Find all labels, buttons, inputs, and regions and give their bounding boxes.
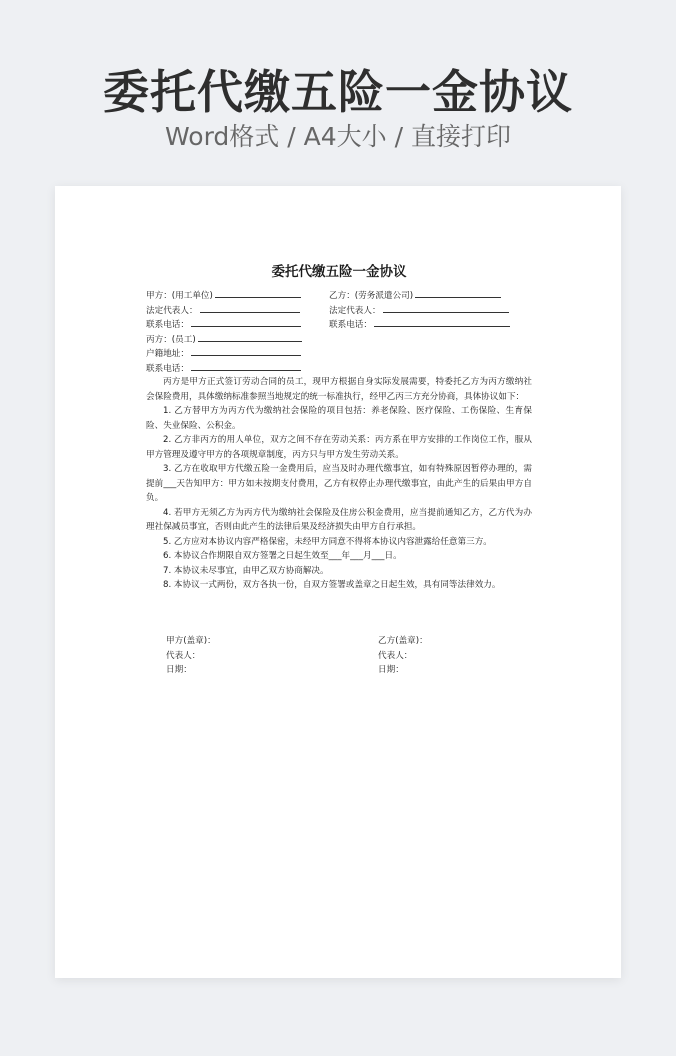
party-b-date-label: 日期： bbox=[378, 665, 404, 675]
party-a-date-label: 日期： bbox=[166, 665, 192, 675]
intro-paragraph: 丙方是甲方正式签订劳动合同的员工，现甲方根据自身实际发展需要，特委托乙方为丙方缴纳社会保险费用，具体缴纳标准参照当地规定的统一标准执行，经甲乙丙三方充分协商，具体协议如下： bbox=[146, 377, 532, 402]
party-c-phone-label: 联系电话： bbox=[146, 363, 189, 374]
document-body bbox=[146, 262, 532, 593]
clause-5: 5. 乙方应对本协议内容严格保密，未经甲方同意不得将本协议内容泄露给任意第三方。 bbox=[163, 536, 492, 547]
party-a-representative-label: 代表人： bbox=[166, 650, 201, 661]
clause-4: 4. 若甲方无须乙方为丙方代为缴纳社会保险及住房公积金费用，应当提前通知乙方，乙方代为办理社保减员事宜，否则由此产生的法律后果及经济损失由甲方自行承担。 bbox=[146, 507, 532, 532]
legal-rep-row bbox=[146, 303, 532, 318]
party-a-blank bbox=[215, 288, 301, 298]
document-title: 委托代缴五险一金协议 bbox=[271, 264, 407, 280]
phone-row bbox=[146, 317, 532, 332]
party-a-phone-blank bbox=[191, 317, 301, 327]
party-b-blank bbox=[415, 288, 501, 298]
party-c-phone-row bbox=[146, 361, 532, 376]
party-b-label: 乙方：(劳务派遣公司) bbox=[329, 291, 414, 301]
clause-2: 2. 乙方非丙方的用人单位，双方之间不存在劳动关系：丙方系在甲方安排的工作岗位工作，服从甲方管理及遵守甲方的各项规章制度，丙方只与甲方发生劳动关系。 bbox=[146, 435, 532, 460]
party-a-legal-rep-blank bbox=[200, 303, 300, 313]
banner-title: 委托代缴五险一金协议 bbox=[103, 65, 573, 119]
party-c-label: 丙方：(员工) bbox=[146, 334, 196, 345]
address-blank bbox=[191, 346, 301, 356]
party-a-phone-label: 联系电话： bbox=[146, 320, 189, 330]
signature-block bbox=[166, 634, 466, 678]
party-b-representative-label: 代表人： bbox=[378, 650, 413, 661]
clause-1: 1. 乙方替甲方为丙方代为缴纳社会保险的项目包括：养老保险、医疗保险、工伤保险、生育保险、失业保险、公积金。 bbox=[146, 406, 532, 431]
party-row bbox=[146, 288, 532, 303]
clause-3: 3. 乙方在收取甲方代缴五险一金费用后，应当及时办理代缴事宜，如有特殊原因暂停办理的，需提前___天告知甲方：甲方如未按期支付费用，乙方有权停止办理代缴事宜，由此产生的后果由甲方自负。 bbox=[146, 464, 532, 503]
banner-subtitle: Word格式 / A4大小 / 直接打印 bbox=[165, 122, 511, 151]
party-c-blank bbox=[198, 332, 302, 342]
party-b-phone-label: 联系电话： bbox=[329, 320, 372, 330]
party-c-row bbox=[146, 332, 532, 347]
address-label: 户籍地址： bbox=[146, 349, 189, 359]
address-row bbox=[146, 346, 532, 361]
party-a-legal-rep-label: 法定代表人： bbox=[146, 305, 198, 316]
party-a-seal-label: 甲方(盖章)： bbox=[166, 636, 216, 646]
clause-7: 7. 本协议未尽事宜，由甲乙双方协商解决。 bbox=[163, 565, 329, 576]
party-a-label: 甲方：(用工单位) bbox=[146, 291, 213, 301]
party-b-legal-rep-label: 法定代表人： bbox=[329, 305, 381, 316]
party-c-phone-blank bbox=[191, 361, 301, 371]
party-b-phone-blank bbox=[374, 317, 510, 327]
party-b-legal-rep-blank bbox=[383, 303, 509, 313]
document-page bbox=[55, 186, 621, 978]
clause-6: 6. 本协议合作期限自双方签署之日起生效至___年___月___日。 bbox=[163, 551, 402, 561]
clause-8: 8. 本协议一式两份，双方各执一份，自双方签署或盖章之日起生效，具有同等法律效力。 bbox=[163, 580, 501, 590]
party-b-seal-label: 乙方(盖章)： bbox=[378, 636, 428, 646]
